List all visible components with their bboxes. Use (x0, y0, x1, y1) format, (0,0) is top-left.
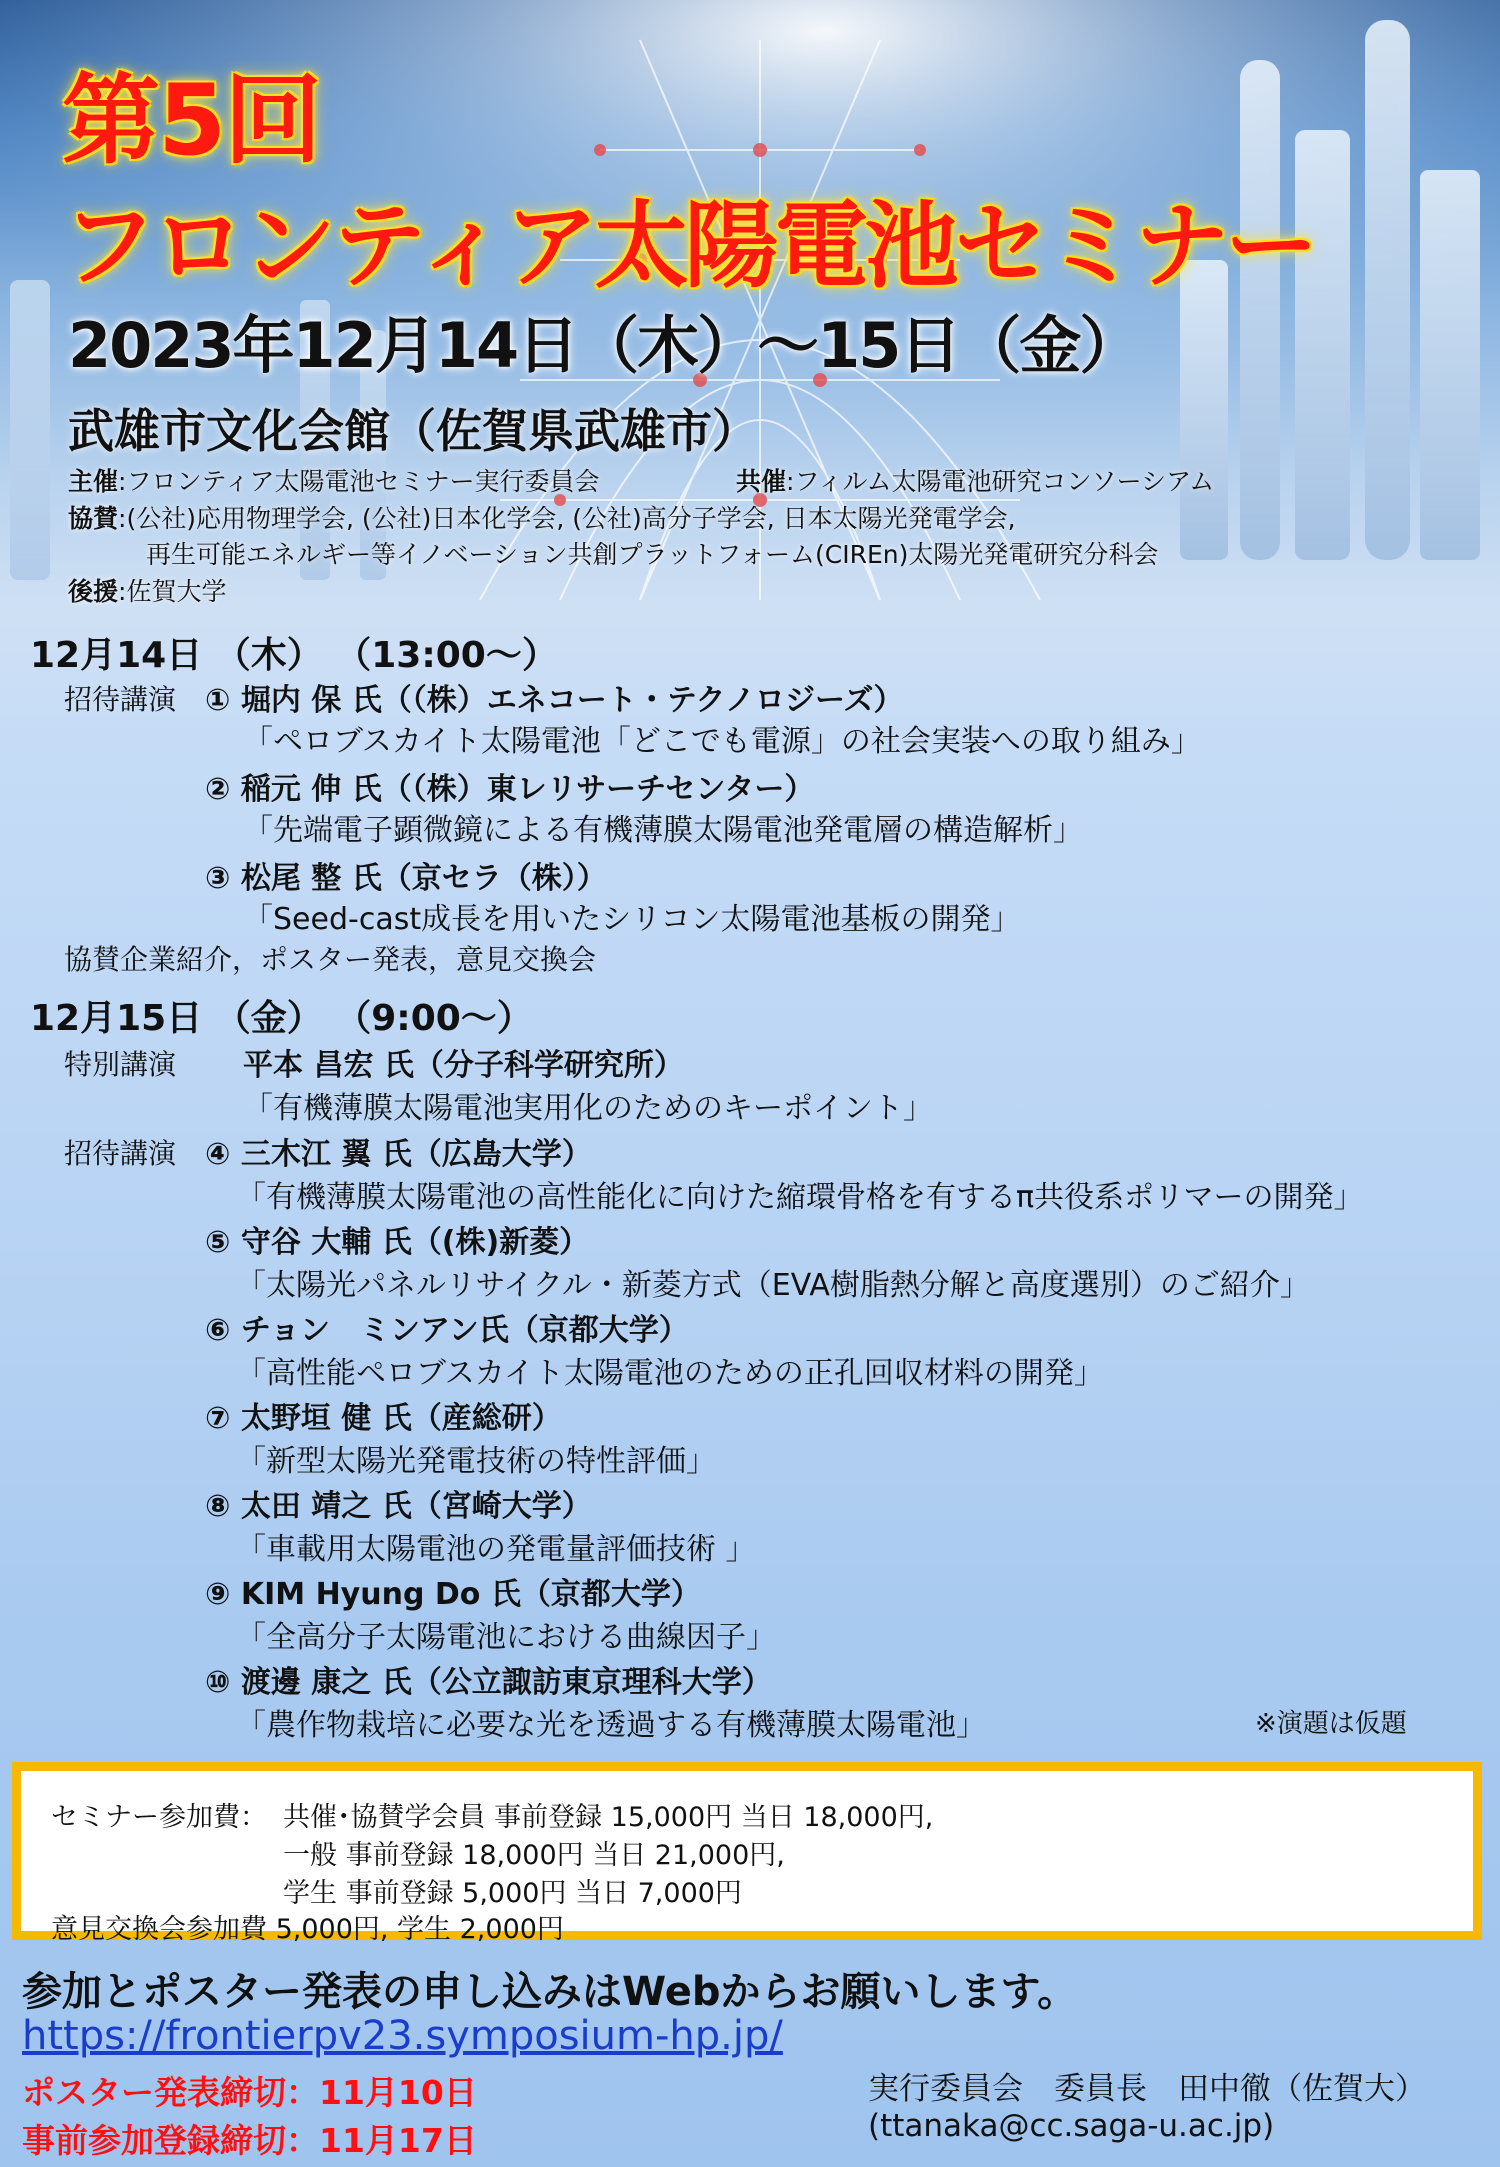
talk-4-title: 「有機薄膜太陽電池の高性能化に向けた縮環骨格を有するπ共役系ポリマーの開発」 (236, 1180, 1364, 1215)
support: :佐賀大学 (118, 577, 227, 606)
contact-chair: 実行委員会 委員長 田中徹（佐賀大） (868, 2071, 1426, 2107)
day2-heading: 12月15日 （金） （9:00～） (30, 998, 533, 1039)
talk-3-speaker: ③ 松尾 整 氏（京セラ（株）） (205, 861, 607, 896)
talk-4-speaker: ④ 三木江 翼 氏（広島大学） (205, 1137, 592, 1172)
talk-7-speaker: ⑦ 太野垣 健 氏（産総研） (205, 1401, 562, 1436)
registration-link[interactable]: https://frontierpv23.symposium-hp.jp/ (22, 2013, 783, 2059)
sponsor-line1 (68, 499, 1016, 535)
special-speaker: 平本 昌宏 氏（分子科学研究所） (243, 1048, 684, 1083)
day1-invited-label: 招待講演 (64, 683, 177, 716)
talk-8-title: 「車載用太陽電池の発電量評価技術 」 (236, 1532, 756, 1567)
fee-row-members: 共催･協賛学会員 事前登録 15,000円 当日 18,000円, (283, 1802, 934, 1833)
fee-box (12, 1762, 1482, 1945)
sponsor: :(公社)応用物理学会, (公社)日本化学会, (公社)高分子学会, 日本太陽光発電学会, (118, 504, 1016, 533)
cohost-label: 共催 (736, 467, 787, 496)
sponsor-line2: 再生可能エネルギー等イノベーション共創プラットフォーム(CIREn)太陽光発電研究分科会 (146, 540, 1159, 569)
day2-special-label: 特別講演 (64, 1048, 177, 1081)
apply-text: 参加とポスター発表の申し込みはWebからお願いします。 (22, 1969, 1078, 2015)
day1-closing: 協賛企業紹介，ポスター発表，意見交換会 (64, 943, 597, 976)
support-line (68, 572, 226, 608)
title-line2: フロンティア太陽電池セミナー (62, 192, 1315, 301)
talk-9-title: 「全高分子太陽電池における曲線因子」 (236, 1620, 776, 1655)
talk-1-speaker: ① 堀内 保 氏（（株）エネコート・テクノロジーズ） (205, 683, 904, 718)
talk-5-speaker: ⑤ 守谷 大輔 氏（(株)新菱） (205, 1225, 590, 1260)
fee-label: セミナー参加費： (51, 1802, 267, 1833)
tentative-note: ※演題は仮題 (1255, 1709, 1407, 1739)
fee-row-general: 一般 事前登録 18,000円 当日 21,000円, (283, 1840, 785, 1871)
talk-8-speaker: ⑧ 太田 靖之 氏（宮崎大学） (205, 1489, 592, 1524)
title-line1: 第5回 (62, 64, 321, 178)
fee-row-students: 学生 事前登録 5,000円 当日 7,000円 (283, 1878, 742, 1909)
registration-deadline: 事前参加登録締切：11月17日 (22, 2121, 477, 2160)
fee-row-social: 意見交換会参加費 5,000円, 学生 2,000円 (51, 1914, 564, 1945)
talk-1-title: 「ペロブスカイト太陽電池「どこでも電源」の社会実装への取り組み」 (243, 724, 1201, 759)
sponsor-label: 協賛 (68, 504, 119, 533)
talk-6-title: 「高性能ペロブスカイト太陽電池のための正孔回収材料の開発」 (236, 1356, 1104, 1391)
host: :フロンティア太陽電池セミナー実行委員会 (118, 467, 600, 496)
talk-9-speaker: ⑨ KIM Hyung Do 氏（京都大学） (205, 1577, 701, 1612)
cohost-line (736, 462, 1214, 498)
talk-7-title: 「新型太陽光発電技術の特性評価」 (236, 1444, 716, 1479)
talk-2-speaker: ② 稲元 伸 氏（（株）東レリサーチセンター） (205, 772, 815, 807)
talk-10-speaker: ⑩ 渡邊 康之 氏（公立諏訪東京理科大学） (205, 1665, 772, 1700)
host-line (68, 462, 599, 498)
contact-email: (ttanaka@cc.saga-u.ac.jp) (868, 2108, 1275, 2144)
host-label: 主催 (68, 467, 119, 496)
talk-2-title: 「先端電子顕微鏡による有機薄膜太陽電池発電層の構造解析」 (243, 813, 1083, 848)
talk-10-title: 「農作物栽培に必要な光を透過する有機薄膜太陽電池」 (236, 1708, 986, 1743)
day1-heading: 12月14日 （木） （13:00～） (30, 635, 558, 676)
poster-deadline: ポスター発表締切：11月10日 (22, 2073, 477, 2112)
talk-6-speaker: ⑥ チョン ミンアン氏（京都大学） (205, 1313, 689, 1348)
venue: 武雄市文化会館（佐賀県武雄市） (68, 404, 758, 458)
talk-5-title: 「太陽光パネルリサイクル・新菱方式（EVA樹脂熱分解と高度選別）のご紹介」 (236, 1268, 1310, 1303)
cohost: :フィルム太陽電池研究コンソーシアム (786, 467, 1215, 496)
day2-invited-label: 招待講演 (64, 1137, 177, 1170)
special-title: 「有機薄膜太陽電池実用化のためのキーポイント」 (243, 1091, 933, 1126)
support-label: 後援 (68, 577, 119, 606)
talk-3-title: 「Seed-cast成長を用いたシリコン太陽電池基板の開発」 (243, 902, 1021, 937)
event-date: 2023年12月14日（木）～15日（金） (68, 309, 1140, 382)
